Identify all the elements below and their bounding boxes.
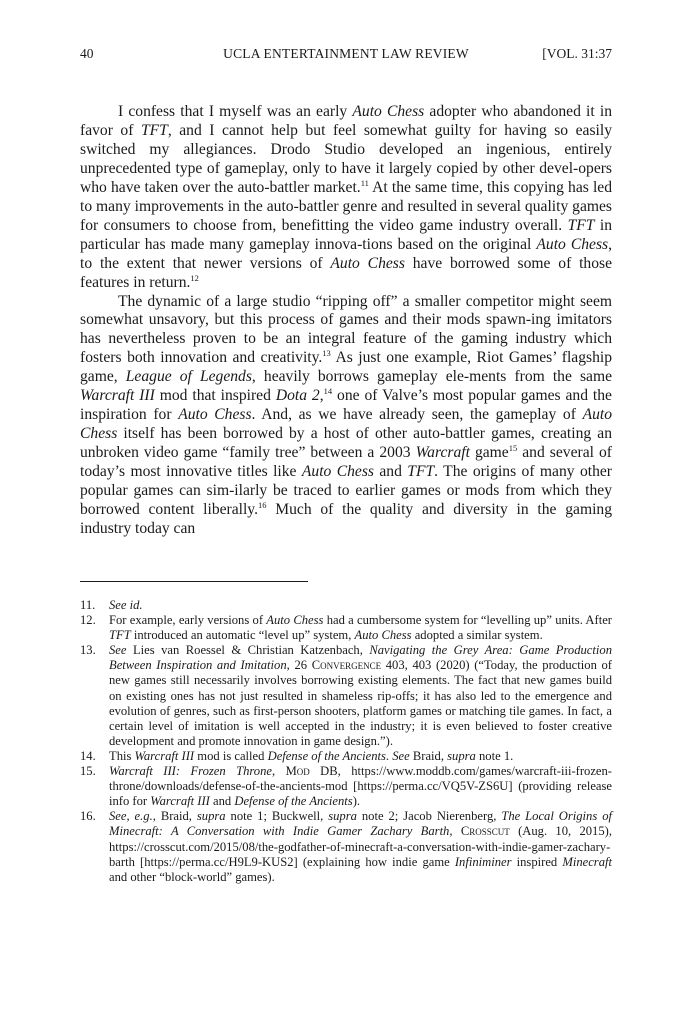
italic-title: Warcraft III: Frozen Throne (109, 764, 272, 779)
italic-title: TFT (109, 628, 131, 643)
text-run: . And, as we have already seen, the gameplay of (251, 406, 583, 424)
italic-title: Minecraft (562, 854, 613, 869)
signal-italic: See (109, 643, 127, 658)
italic-title: Auto Chess (352, 103, 425, 120)
italic-title: Warcraft III (150, 794, 210, 809)
footnotes-section (80, 598, 612, 885)
signal-italic: See (392, 748, 410, 763)
text-run: The dynamic of a large studio “ripping off” a smaller competitor might seem somewhat unsavory, but this process of games and their mods spawn-ing imitators has nevertheless proven to be an integral feature of the gaming industry which fosters both innovation and creativity. (80, 292, 612, 367)
text-run: I confess that I myself was an early (118, 103, 353, 120)
text-run: , 26 (286, 658, 312, 673)
text-run: For example, early versions of (109, 613, 267, 628)
footnote-14 (80, 749, 612, 764)
italic-title: Infiniminer (454, 854, 512, 869)
body-paragraph (80, 103, 612, 293)
footnote-number: 16. (80, 809, 96, 824)
text-run: and several of today’s most innovative titles like (80, 444, 612, 481)
italic-title: Auto Chess (80, 406, 613, 443)
italic-title: Warcraft III (134, 748, 195, 763)
text-run: , and I cannot help but feel somewhat guilty for having so easily switched my allegiances. Drodo Studio developed an ingenious, entirely unprecedented type of gameplay, only to have it largely copied by other devel-opers who have taken over the auto-battler market. (80, 121, 612, 196)
text-run: one of Valve’s most popular games and the inspiration for (80, 387, 612, 424)
italic-title: Warcraft (415, 444, 470, 462)
signal-italic: supra (196, 809, 226, 824)
body-paragraph (80, 293, 612, 539)
footnote-number: 11. (80, 598, 96, 612)
italic-title: TFT (567, 216, 595, 234)
text-run: Braid, (409, 748, 448, 763)
text-run: As just one example, Riot Games’ flagship game, (80, 349, 612, 386)
italic-title: The Local Origins of Minecraft: A Conversation with Indie Gamer Zachary Barth (109, 809, 612, 839)
text-run: . (385, 748, 393, 763)
text-run: 403, 403 (2020) (“Today, the production of new games still necessarily involves borrowing existing elements. The fact that new games build on existing ones has not just resulted in shameless rip-offs; it has also led to the emergence and evolution of genres, such as first-person shooters, platform games or matching tile games. In fact, a certain level of imitation is well accepted in the industry; it is even believed to foster creative development and promote innovation in game design.”). (109, 658, 612, 748)
text-run: . The origins of many other popular games can sim-ilarly be traced to earlier games or mods from which they borrowed content liberally. (80, 463, 612, 519)
text-run: mod that inspired (154, 387, 276, 405)
italic-title: League of Legends (125, 368, 252, 386)
italic-title: TFT (140, 121, 168, 139)
main-text (80, 103, 612, 539)
text-run: , (449, 824, 461, 839)
footnote-ref[interactable]: 12 (190, 272, 199, 283)
italic-title: Auto Chess (354, 628, 412, 643)
footnote-divider (80, 581, 308, 582)
volume-citation: [VOL. 31:37 (542, 46, 612, 61)
text-run: and (373, 463, 408, 481)
text-run: game (469, 444, 509, 462)
journal-title: UCLA ENTERTAINMENT LAW REVIEW (223, 46, 469, 61)
text-run: , (319, 387, 324, 405)
text-run: ). (352, 794, 361, 809)
text-run: mod is called (194, 748, 268, 763)
text-run: , Braid, (152, 809, 197, 824)
url-text[interactable]: DB, https://www.moddb.com/games/warcraft-iii-frozen-throne/downloads/defense-of-the-ancients-mod [https://perma.cc/VQ5V-ZS6U] (providing release info for (109, 764, 613, 809)
text-run: note 2; Jacob Nierenberg, (356, 809, 502, 824)
text-run: adopter who abandoned it in favor of (80, 103, 612, 139)
footnote-15 (80, 764, 612, 809)
signal-italic: See id. (109, 598, 143, 612)
text-run: in particular has made many gameplay innova-tions based on the original (80, 216, 612, 253)
footnote-13 (80, 643, 612, 749)
text-run: and (209, 794, 235, 809)
text-run: inspired (511, 854, 563, 869)
footnote-11 (80, 598, 612, 613)
text-run: At the same time, this copying has led to many improvements in the auto-battler genre and resulted in several quality games for consumers to choose from, benefitting the video game industry overall. (80, 178, 612, 234)
text-run: , to the extent that newer versions of (80, 235, 613, 272)
text-run: note 1. (475, 748, 514, 763)
footnote-ref[interactable]: 16 (258, 500, 267, 511)
journal-smallcaps: Convergence (311, 658, 382, 673)
text-run: note 1; Buckwell, (225, 809, 329, 824)
italic-title: Defense of the Ancients (267, 748, 386, 763)
footnote-16 (80, 809, 612, 884)
text-run: , heavily borrows gameplay ele-ments from the same (251, 368, 612, 386)
italic-title: Auto Chess (330, 254, 405, 272)
italic-title: Auto Chess (301, 463, 374, 481)
text-run: Lies van Roessel & Christian Katzenbach, (126, 643, 370, 658)
url-text[interactable]: (Aug. 10, 2015), https://crosscut.com/2015/08/the-godfather-of-minecraft-a-conversation-with-indie-gamer-zachary-barth [https://perma.cc/H9L9-KUS2] (explaining how indie game (109, 824, 612, 869)
italic-title: Auto Chess (266, 613, 324, 628)
footnote-ref[interactable]: 13 (322, 348, 331, 359)
footnote-ref[interactable]: 11 (360, 177, 369, 188)
signal-italic: supra (328, 809, 357, 824)
text-run: , (272, 764, 286, 779)
text-run: had a cumbersome system for “levelling up” units. After (323, 613, 612, 628)
text-run: Much of the quality and diversity in the gaming industry today can (80, 501, 612, 537)
text-run: itself has been borrowed by a host of other auto-battler games, creating an unbroken video game “family tree” between a 2003 (80, 425, 612, 462)
text-run: This (109, 748, 135, 763)
text-run: have borrowed some of those features in return. (80, 254, 613, 291)
running-header (80, 46, 612, 64)
page-number: 40 (80, 46, 94, 61)
signal-italic: supra (447, 748, 476, 763)
footnote-ref[interactable]: 15 (508, 443, 518, 454)
footnote-ref[interactable]: 14 (323, 386, 333, 397)
italic-title: Navigating the Grey Area: Game Production Between Inspiration and Imitation (109, 643, 612, 673)
italic-title: Auto Chess (536, 235, 609, 253)
italic-title: TFT (407, 463, 435, 481)
footnote-number: 13. (80, 643, 96, 658)
footnote-number: 12. (80, 613, 96, 628)
text-run: and other “block-world” games). (109, 869, 275, 884)
footnote-12 (80, 613, 612, 643)
signal-italic: See, e.g. (109, 809, 153, 824)
italic-title: Defense of the Ancients (234, 794, 353, 809)
text-run: introduced an automatic “level up” system, (130, 628, 355, 643)
footnote-number: 15. (80, 764, 96, 779)
italic-title: Warcraft III (80, 387, 155, 405)
italic-title: Auto Chess (178, 406, 252, 424)
text-run: adopted a similar system. (411, 628, 543, 643)
source-smallcaps: Mod (285, 764, 310, 779)
source-smallcaps: Crosscut (460, 824, 510, 839)
italic-title: Dota 2 (275, 387, 320, 405)
footnote-number: 14. (80, 748, 96, 763)
